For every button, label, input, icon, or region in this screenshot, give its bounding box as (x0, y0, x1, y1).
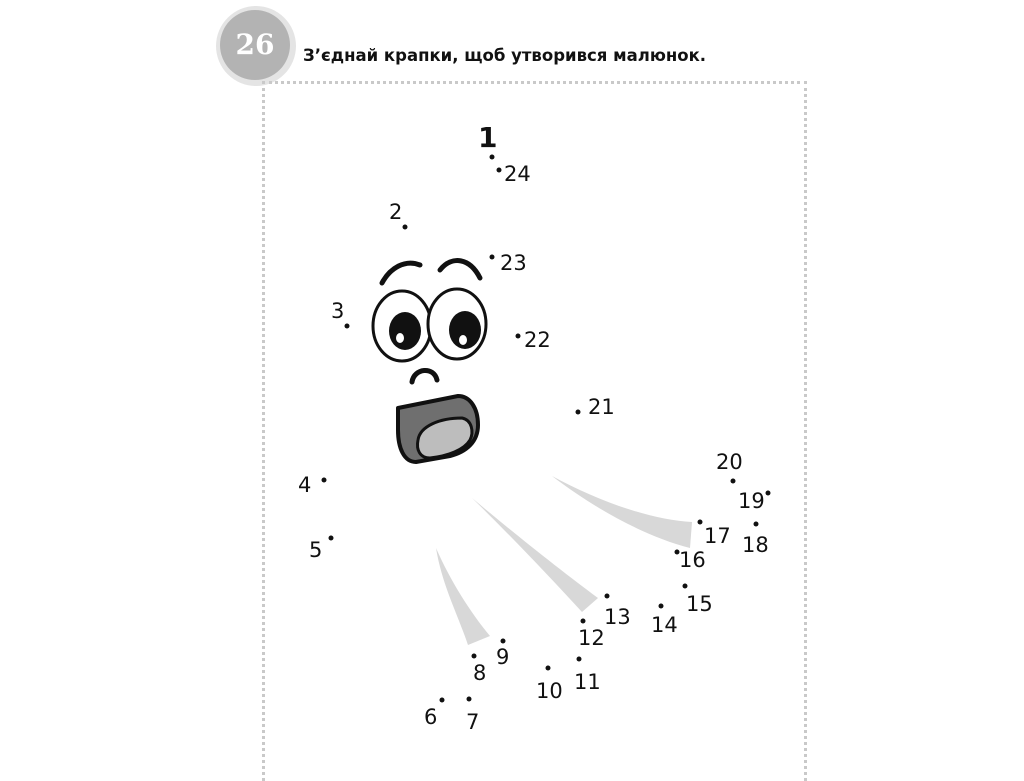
left-eyebrow (382, 263, 420, 283)
dot-5 (329, 536, 334, 541)
dot-11 (577, 657, 582, 662)
dot-14 (659, 604, 664, 609)
dot-label-17: 17 (704, 524, 731, 548)
page-number: 26 (235, 28, 275, 61)
dot-17 (698, 520, 703, 525)
dot-label-2: 2 (389, 200, 403, 224)
left-eye (373, 291, 431, 361)
dot-15 (683, 584, 688, 589)
dot-label-13: 13 (604, 605, 631, 629)
dot-label-22: 22 (524, 328, 551, 352)
dot-label-18: 18 (742, 533, 769, 557)
dot-label-20: 20 (716, 450, 743, 474)
dot-label-7: 7 (466, 710, 480, 734)
dot-9 (501, 639, 506, 644)
dot-2 (403, 225, 408, 230)
dot-13 (605, 594, 610, 599)
dot-3 (345, 324, 350, 329)
dot-20 (731, 479, 736, 484)
dot-label-21: 21 (588, 395, 615, 419)
dot-label-24: 24 (504, 162, 531, 186)
dot-label-19: 19 (738, 489, 765, 513)
dot-12 (581, 619, 586, 624)
dot-label-11: 11 (574, 670, 601, 694)
dot-10 (546, 666, 551, 671)
dot-22 (516, 334, 521, 339)
dot-19 (766, 491, 771, 496)
dot-18 (754, 522, 759, 527)
dot-label-4: 4 (298, 473, 312, 497)
dot-label-15: 15 (686, 592, 713, 616)
dot-label-6: 6 (424, 705, 438, 729)
dot-8 (472, 654, 477, 659)
dot-1 (490, 155, 495, 160)
dot-label-10: 10 (536, 679, 563, 703)
dot-label-16: 16 (679, 548, 706, 572)
dot-24 (497, 168, 502, 173)
right-eye (428, 289, 486, 359)
dot-21 (576, 410, 581, 415)
puzzle-points (298, 121, 771, 734)
dot-label-8: 8 (473, 661, 487, 685)
mouth (398, 396, 478, 462)
dot-label-3: 3 (331, 299, 345, 323)
dot-label-5: 5 (309, 538, 323, 562)
dot-6 (440, 698, 445, 703)
dot-label-23: 23 (500, 251, 527, 275)
tentacle-left (436, 548, 490, 645)
tentacle-middle (472, 498, 598, 612)
dot-label-1: 1 (478, 121, 498, 154)
nose (412, 370, 437, 382)
right-eyebrow (440, 261, 480, 278)
dot-23 (490, 255, 495, 260)
dot-label-9: 9 (496, 645, 510, 669)
dot-7 (467, 697, 472, 702)
dot-4 (322, 478, 327, 483)
tentacle-right (552, 476, 692, 548)
dot-label-14: 14 (651, 613, 678, 637)
dot-label-12: 12 (578, 626, 605, 650)
task-instruction: З’єднай крапки, щоб утворився малюнок. (303, 46, 707, 65)
